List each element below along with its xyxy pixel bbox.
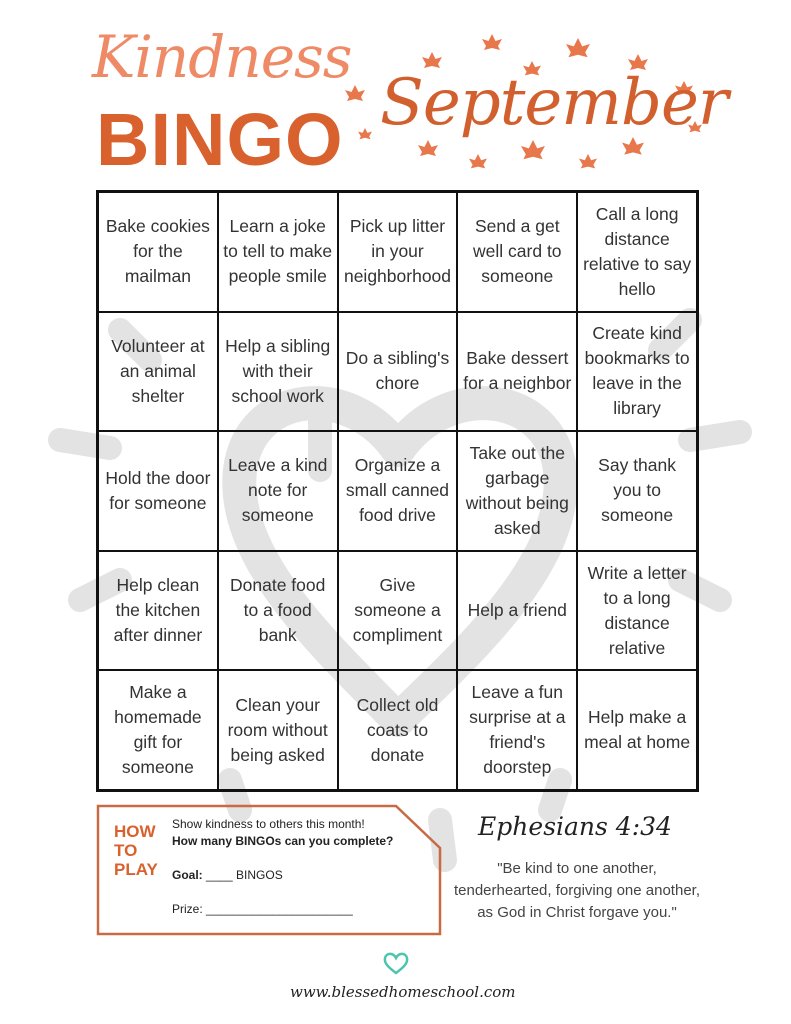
bingo-cell[interactable]: Write a letter to a long distance relative [577, 551, 697, 671]
bingo-cell[interactable]: Leave a fun surprise at a friend's doorstep [457, 670, 577, 790]
title-kindness: Kindness [92, 23, 352, 91]
bingo-cell[interactable]: Collect old coats to donate [338, 670, 458, 790]
bingo-cell[interactable]: Help make a meal at home [577, 670, 697, 790]
how-to-play-text [172, 816, 393, 918]
leaf-icon [579, 154, 597, 168]
bingo-cell[interactable]: Give someone a compliment [338, 551, 458, 671]
bingo-cell[interactable]: Learn a joke to tell to make people smile [218, 192, 338, 312]
bingo-cell[interactable]: Help a sibling with their school work [218, 312, 338, 432]
bingo-cell[interactable]: Pick up litter in your neighborhood [338, 192, 458, 312]
bingo-cell[interactable]: Say thank you to someone [577, 431, 697, 551]
instruction-line-2: How many BINGOs can you complete? [172, 834, 394, 848]
leaf-icon [566, 38, 590, 57]
bingo-cell[interactable]: Help a friend [457, 551, 577, 671]
how-label-line: TO [114, 841, 138, 860]
bingo-cell[interactable]: Help clean the kitchen after dinner [98, 551, 218, 671]
verse-text: "Be kind to one another, tenderhearted, forgiving one another, as God in Christ forgave you." [453, 860, 700, 921]
leaf-icon [345, 85, 365, 101]
leaf-icon [469, 154, 487, 168]
title-bingo: BINGO [96, 98, 344, 181]
bingo-cell[interactable]: Do a sibling's chore [338, 312, 458, 432]
how-to-play-label [114, 822, 158, 879]
leaf-icon [482, 34, 502, 50]
bingo-grid [96, 190, 699, 792]
bingo-cell[interactable]: Make a homemade gift for someone [98, 670, 218, 790]
bingo-cell[interactable]: Bake cookies for the mailman [98, 192, 218, 312]
bingo-cell[interactable]: Create kind bookmarks to leave in the library [577, 312, 697, 432]
bingo-cell[interactable]: Hold the door for someone [98, 431, 218, 551]
bingo-cell[interactable]: Call a long distance relative to say hello [577, 192, 697, 312]
how-label-line: HOW [114, 822, 156, 841]
leaf-icon [358, 128, 372, 139]
prize-label: Prize: [172, 902, 203, 916]
bingo-cell[interactable]: Send a get well card to someone [457, 192, 577, 312]
month-title: September [380, 66, 728, 140]
leaf-icon [521, 140, 545, 159]
bingo-cell[interactable]: Bake dessert for a neighbor [457, 312, 577, 432]
prize-field[interactable]: ______________________ [206, 902, 353, 916]
verse-reference: Ephesians 4:34 [478, 812, 672, 841]
bingo-cell[interactable]: Clean your room without being asked [218, 670, 338, 790]
how-to-play-box [96, 804, 442, 936]
how-label-line: PLAY [114, 860, 158, 879]
bingo-cell[interactable]: Donate food to a food bank [218, 551, 338, 671]
bingo-cell[interactable]: Take out the garbage without being asked [457, 431, 577, 551]
instruction-line-1: Show kindness to others this month! [172, 817, 365, 831]
leaf-icon [418, 140, 438, 156]
bingo-cell[interactable]: Volunteer at an animal shelter [98, 312, 218, 432]
website-link[interactable]: www.blessedhomeschool.com [290, 983, 516, 1001]
goal-label: Goal: [172, 868, 203, 882]
heart-logo-icon [382, 950, 410, 976]
goal-field[interactable]: ____ BINGOS [206, 868, 283, 882]
bingo-cell[interactable]: Leave a kind note for someone [218, 431, 338, 551]
bingo-cell[interactable]: Organize a small canned food drive [338, 431, 458, 551]
